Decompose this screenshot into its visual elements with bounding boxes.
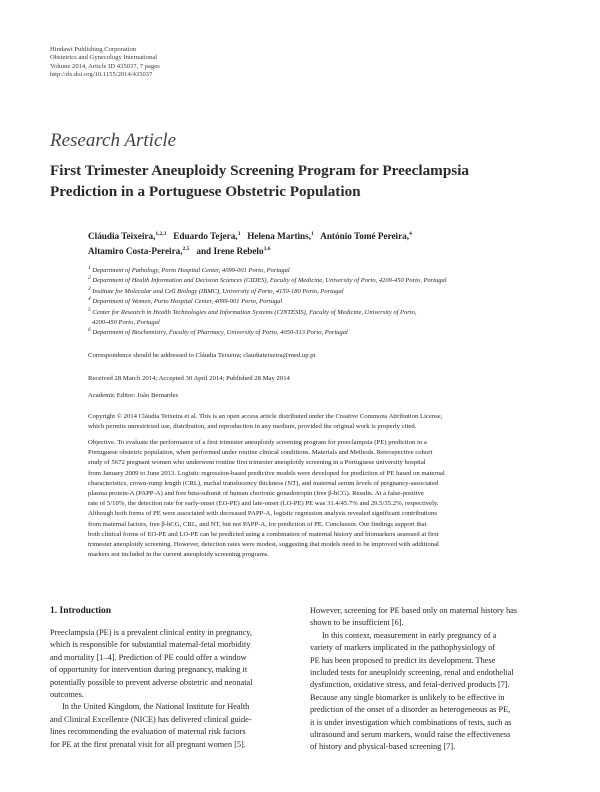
affiliation-number: 2 xyxy=(88,275,91,282)
author-line-1 xyxy=(88,229,568,244)
affiliation-list xyxy=(88,266,568,339)
body-line: Because any single biomarker is unlikely to be effective in xyxy=(310,692,505,702)
journal-publisher: Hindawi Publishing Corporation xyxy=(50,46,137,53)
affiliation-text: Department of Health Information and Decision Sciences (CIDES), Faculty of Medicine, University of Porto, 4200-450 Porto, Portugal xyxy=(92,277,447,285)
section-heading: 1. Introduction xyxy=(50,606,112,616)
affiliation-text: Department of Biochemistry, Faculty of Pharmacy, University of Porto, 4050-313 Porto, Portugal xyxy=(92,329,348,337)
body-line: included tests for aneuploidy screening, renal and endothelial xyxy=(310,668,514,678)
body-line: dysfunction, oxidative stress, and fetal-derived products [7]. xyxy=(310,680,510,690)
affiliation-item xyxy=(88,266,568,276)
affiliation-item xyxy=(88,276,568,286)
abstract-line: Objective. To evaluate the performance of a first trimester aneuploidy screening program for preeclampsia (PE) prediction in a xyxy=(88,439,427,446)
body-line: of history and physical-based screening [7]. xyxy=(310,742,456,752)
author-name: Helena Martins, xyxy=(247,231,312,241)
affiliation-item xyxy=(88,297,568,307)
article-dates: Received 28 March 2014; Accepted 30 April 2014; Published 28 May 2014 xyxy=(88,375,290,382)
abstract-line: markers not included in the current aneuploidy screening programs. xyxy=(88,551,270,559)
affiliation-text: Department of Pathology, Porto Hospital Center, 4099-001 Porto, Portugal xyxy=(92,267,290,274)
abstract-line: both clinical forms of EO-PE and LO-PE can be predicted using a combination of maternal history and biomarkers assessed at first xyxy=(88,530,439,538)
affiliation-number: 3 xyxy=(88,285,91,292)
title-line-2: Prediction in a Portuguese Obstetric Population xyxy=(50,183,361,200)
body-line: for PE at the first prenatal visit for all pregnant women [5]. xyxy=(50,739,246,749)
abstract-line: study of 5672 pregnant women who underwent routine first trimester aneuploidy screening in a Portuguese university hospital xyxy=(88,459,426,467)
affiliation-number: 6 xyxy=(88,327,91,334)
copyright-notice xyxy=(88,412,554,432)
body-line: outcomes. xyxy=(50,690,84,700)
body-line: variety of markers implicated in the pathophysiology of xyxy=(310,643,496,653)
abstract-line: trimester aneuploidy screening. However, detection rates were modest, suggesting that models need to be improved with additional xyxy=(88,541,439,549)
journal-header xyxy=(50,46,160,79)
affiliation-text: Institute for Molecular and Cell Biology (IBMC), University of Porto, 4150-180 Porto, Portugal xyxy=(92,287,344,295)
journal-name: Obstetrics and Gynecology International xyxy=(50,54,158,62)
affiliation-text: Center for Research in Health Technologies and Information Systems (CINTESIS), Faculty of Medicine, University of Porto, xyxy=(92,308,417,316)
affiliation-item-continued xyxy=(88,318,568,328)
body-column-left xyxy=(50,627,295,751)
affiliation-number: 1 xyxy=(88,264,91,271)
affiliation-item xyxy=(88,287,568,297)
copyright-line: Copyright © 2014 Cláudia Teixeira et al. This is an open access article distributed under the Creative Commons Attribution License, xyxy=(88,413,443,420)
abstract-line: from maternal factors, free β-hCG, CRL, and NT, but not PAPP-A, for prediction of PE. Conclusion. Our findings support that xyxy=(88,520,427,528)
author-affil-ref: 2,5 xyxy=(182,245,190,252)
author-name: Altamiro Costa-Pereira, xyxy=(88,246,183,256)
author-affil-ref: 1,2,3 xyxy=(155,230,167,237)
article-type: Research Article xyxy=(50,130,177,151)
author-line-2 xyxy=(88,244,568,259)
abstract xyxy=(88,438,554,560)
affiliation-number: 5 xyxy=(88,306,91,313)
affiliation-item xyxy=(88,308,568,318)
journal-doi-link[interactable]: http://dx.doi.org/10.1155/2014/435037 xyxy=(50,70,153,78)
author-affil-ref: 4 xyxy=(409,230,412,237)
affiliation-text: 4200-450 Porto, Portugal xyxy=(92,319,160,327)
correspondence: Correspondence should be addressed to Cláudia Teixeira; claudiateixeira@med.up.pt xyxy=(88,352,316,359)
author-name: Eduardo Tejera, xyxy=(173,231,238,241)
body-line: Preeclampsia (PE) is a prevalent clinical entity in pregnancy, xyxy=(50,628,252,637)
body-line: shown to be insufficient [6]. xyxy=(310,618,404,628)
affiliation-number: 4 xyxy=(88,296,91,303)
author-name: Cláudia Teixeira, xyxy=(88,231,156,241)
body-line: which is responsible for substantial maternal-fetal morbidity xyxy=(50,640,251,650)
author-list xyxy=(88,229,568,259)
author-affil-ref: 3 xyxy=(237,230,241,237)
title-line-1: First Trimester Aneuploidy Screening Program for Preeclampsia xyxy=(50,162,470,179)
affiliation-text: Department of Women, Porto Hospital Center, 4099-001 Porto, Portugal xyxy=(92,298,283,306)
abstract-line: Although both forms of PE were associated with decreased PAPP-A, logistic regression analysis revealed significant contributions xyxy=(88,510,437,518)
affiliation-item xyxy=(88,328,568,338)
copyright-line: which permits unrestricted use, distribution, and reproduction in any medium, provided the original work is properly cited. xyxy=(88,423,417,430)
body-line: PE has been proposed to predict its development. These xyxy=(310,655,496,665)
body-line: of opportunity for intervention during pregnancy, making it xyxy=(50,665,248,675)
body-line: it is under investigation which combinations of tests, such as xyxy=(310,717,512,727)
abstract-line: plasma protein-A (PAPP-A) and free beta-subunit of human chorionic gonadotropin (free β-hCG). Results. At a false-positive xyxy=(88,490,424,498)
academic-editor: Academic Editor: João Bernardes xyxy=(88,392,179,399)
article-title xyxy=(50,160,560,202)
body-line: In the United Kingdom, the National Institute for Health xyxy=(62,702,250,712)
abstract-line: characteristics, crown-rump length (CRL), nuchal translucency thickness (NT), and maternal serum levels of pregnancy-associated xyxy=(88,479,439,487)
journal-volume: Volume 2014, Article ID 435037, 7 pages xyxy=(50,62,160,70)
body-line: prediction of the onset of a disorder as heterogeneous as PE, xyxy=(310,705,511,715)
body-line: potentially possible to prevent adverse obstetric and neonatal xyxy=(50,677,253,687)
author-affil-ref: 1 xyxy=(311,230,314,237)
body-line: and Clinical Excellence (NICE) has delivered clinical guide- xyxy=(50,714,252,724)
abstract-line: from January 2009 to June 2013. Logistic regression-based predictive models were developed for prediction of PE based on maternal xyxy=(88,469,445,477)
body-line: ultrasound and serum markers, would raise the effectiveness xyxy=(310,730,511,740)
body-line: In this context, measurement in early pregnancy of a xyxy=(322,630,497,640)
abstract-line: Portuguese obstetric population, when performed under routine clinical conditions. Materials and Methods. Retrospective cohort xyxy=(88,449,433,457)
author-name: António Tomé Pereira, xyxy=(320,231,410,241)
abstract-line: rate of 5/10%, the detection rate for early-onset (EO-PE) and late-onset (LO-PE) PE was 31.4/45.7% and 29.5/35.2%, respectively. xyxy=(88,500,439,508)
author-name: and Irene Rebelo xyxy=(196,246,264,256)
body-column-right xyxy=(310,605,555,754)
author-affil-ref: 3,6 xyxy=(263,245,271,252)
body-line: and mortality [1–4]. Prediction of PE could offer a window xyxy=(50,652,247,662)
body-line: However, screening for PE based only on maternal history has xyxy=(310,606,518,615)
body-line: lines recommending the evaluation of maternal risk factors xyxy=(50,727,246,737)
